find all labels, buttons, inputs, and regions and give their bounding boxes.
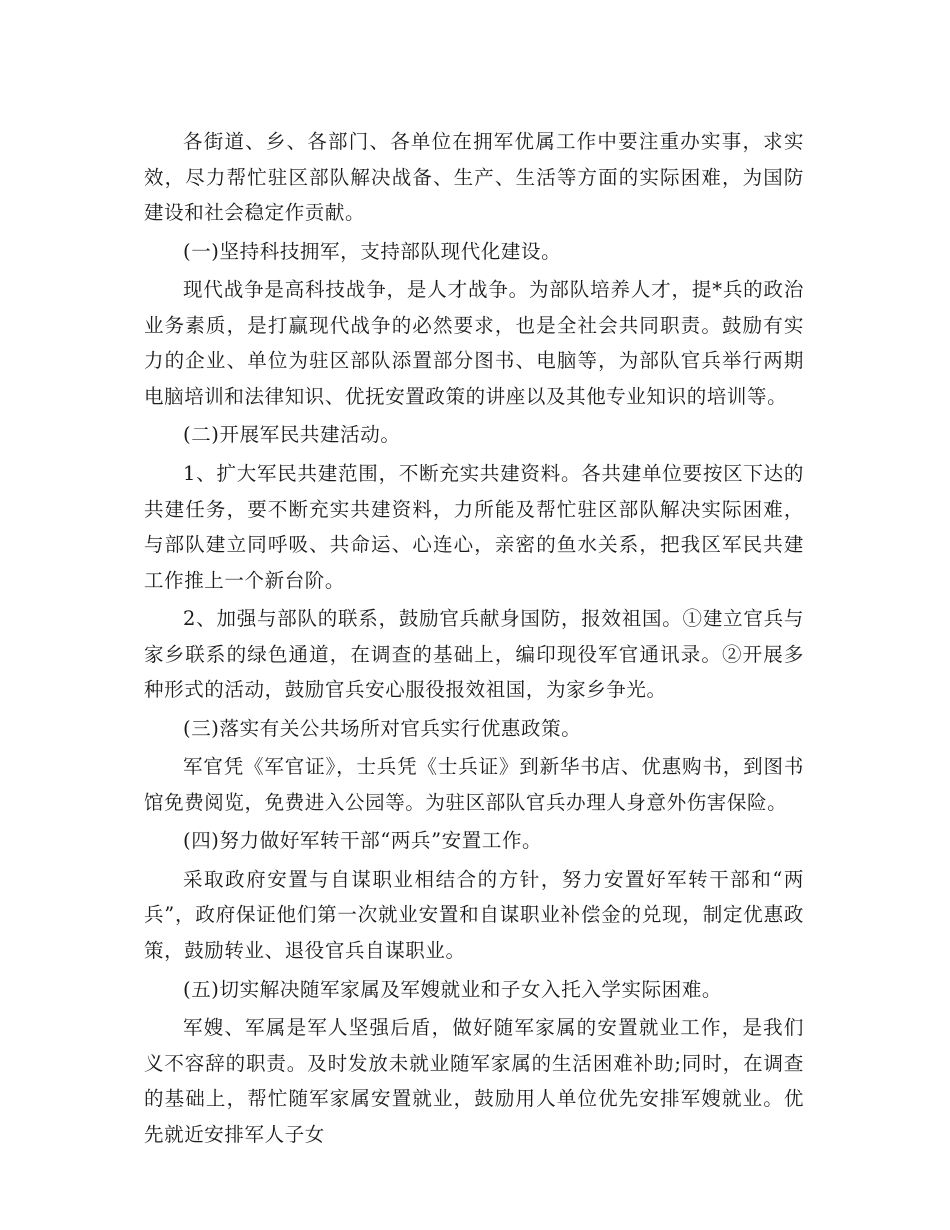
section-heading-1: (一)坚持科技拥军，支持部队现代化建设。 <box>183 239 562 263</box>
paragraph-4: 采取政府安置与自谋职业相结合的方针，努力安置好军转干部和“两兵”，政府保证他们第一次就业安置和自谋职业补偿金的兑现，制定优惠政策，鼓励转业、退役官兵自谋职业。 <box>144 867 804 963</box>
document-body <box>144 124 804 1155</box>
section-heading-5: (五)切实解决随军家属及军嫂就业和子女入托入学实际困难。 <box>183 977 723 1001</box>
paragraph-2-1: 1、扩大军民共建范围，不断充实共建资料。各共建单位要按区下达的共建任务，要不断充实共建资料，力所能及帮忙驻区部队解决实际困难，与部队建立同呼吸、共命运、心连心，亲密的鱼水关系，把我区军民共建工作推上一个新台阶。 <box>144 461 804 592</box>
paragraph-2-2: 2、加强与部队的联系，鼓励官兵献身国防，报效祖国。①建立官兵与家乡联系的绿色通道，在调查的基础上，编印现役军官通讯录。②开展多种形式的活动，鼓励官兵安心服役报效祖国，为家乡争光。 <box>144 607 804 702</box>
section-heading-3: (三)落实有关公共场所对官兵实行优惠政策。 <box>183 716 582 740</box>
section-heading-2: (二)开展军民共建活动。 <box>183 423 401 447</box>
section-heading-4: (四)努力做好军转干部“两兵”安置工作。 <box>183 829 543 853</box>
paragraph-3: 军官凭《军官证》，士兵凭《士兵证》到新华书店、优惠购书，到图书馆免费阅览，免费进入公园等。为驻区部队官兵办理人身意外伤害保险。 <box>144 755 804 814</box>
paragraph-1: 现代战争是高科技战争，是人才战争。为部队培养人才，提*兵的政治业务素质，是打赢现代战争的必然要求，也是全社会共同职责。鼓励有实力的企业、单位为驻区部队添置部分图书、电脑等，为部队官兵举行两期电脑培训和法律知识、优抚安置政策的讲座以及其他专业知识的培训等。 <box>144 278 804 408</box>
paragraph-5: 军嫂、军属是军人坚强后盾，做好随军家属的安置就业工作，是我们义不容辞的职责。及时发放未就业随军家属的生活困难补助;同时，在调查的基础上，帮忙随军家属安置就业，鼓励用人单位优先安排军嫂就业。优先就近安排军人子女 <box>144 1016 804 1146</box>
paragraph-intro: 各街道、乡、各部门、各单位在拥军优属工作中要注重办实事，求实效，尽力帮忙驻区部队解决战备、生产、生活等方面的实际困难，为国防建设和社会稳定作贡献。 <box>144 130 804 225</box>
